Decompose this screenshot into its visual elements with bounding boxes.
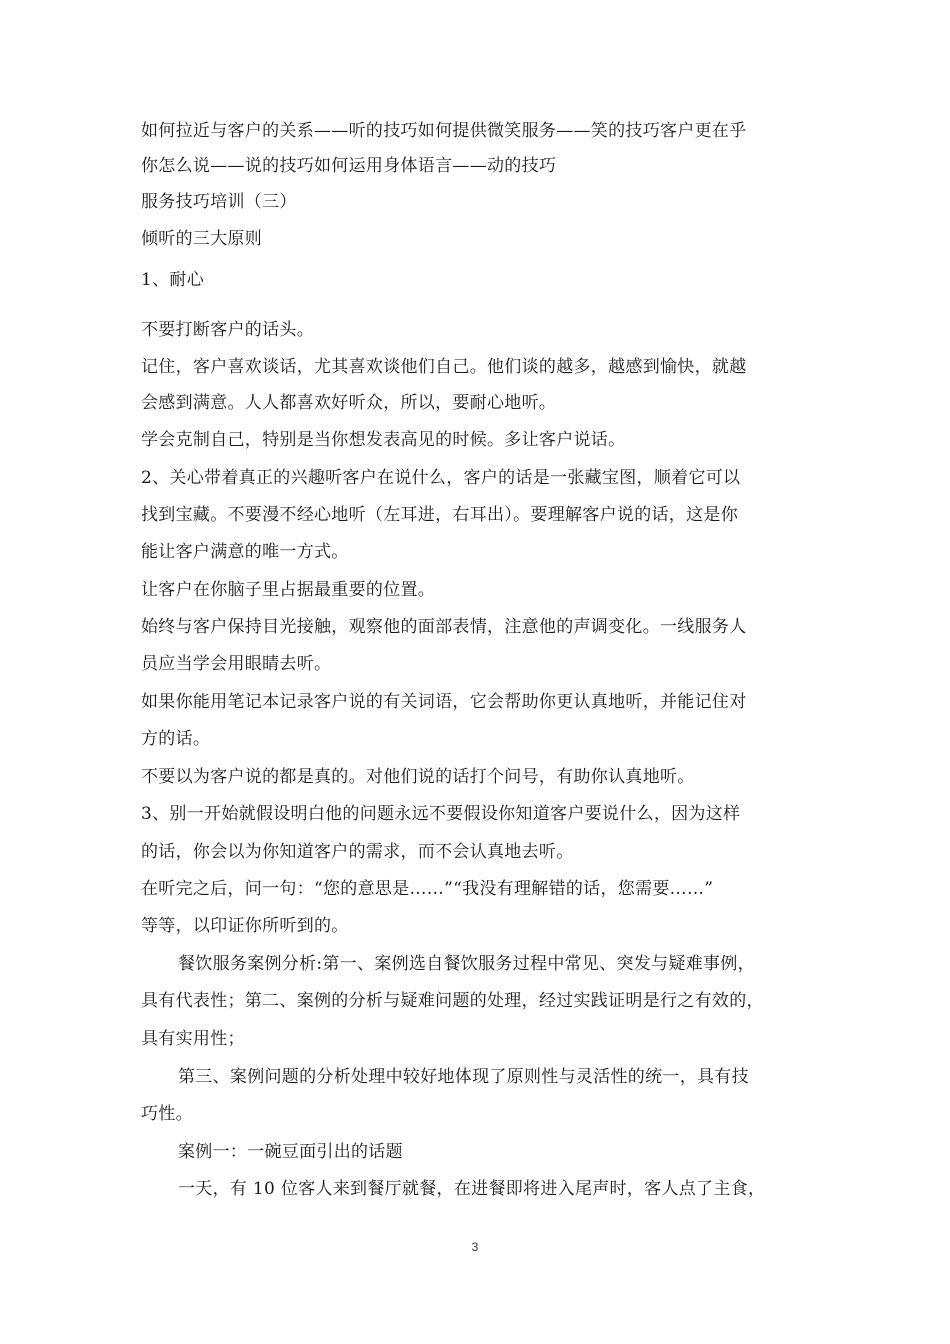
text-line: 方的话。: [141, 729, 211, 749]
paragraph-line: 一天，有 10 位客人来到餐厅就餐，在进餐即将进入尾声时，客人点了主食，: [178, 1179, 766, 1199]
text-line: 1、耐心: [141, 270, 205, 290]
text-line: 如果你能用笔记本记录客户说的有关词语，它会帮助你更认真地听，并能记住对: [141, 692, 747, 712]
paragraph-line: 具有实用性；: [141, 1029, 245, 1049]
paragraph-line: 巧性。: [141, 1104, 193, 1124]
text-line: 学会克制自己，特别是当你想发表高见的时候。多让客户说话。: [141, 430, 626, 450]
text-line: 3、别一开始就假设明白他的问题永远不要假设你知道客户要说什么，因为这样: [141, 804, 741, 824]
text-line: 如何拉近与客户的关系——听的技巧如何提供微笑服务——笑的技巧客户更在乎: [141, 121, 747, 141]
text-line: 2、关心带着真正的兴趣听客户在说什么，客户的话是一张藏宝图，顺着它可以: [141, 468, 741, 488]
text-line: 记住，客户喜欢谈话，尤其喜欢谈他们自己。他们谈的越多，越感到愉快，就越: [141, 357, 747, 377]
section-heading: 倾听的三大原则: [141, 229, 263, 249]
text-line: 找到宝藏。不要漫不经心地听（左耳进，右耳出）。要理解客户说的话，这是你: [141, 505, 738, 525]
text-line: 能让客户满意的唯一方式。: [141, 542, 349, 562]
text-line: 会感到满意。人人都喜欢好听众，所以，要耐心地听。: [141, 393, 557, 413]
text-line: 不要打断客户的话头。: [141, 320, 314, 340]
text-line: 在听完之后，问一句：“您的意思是……”“我没有理解错的话，您需要……”: [141, 879, 714, 899]
section-heading: 服务技巧培训（三）: [141, 192, 297, 212]
paragraph-line: 第三、案例问题的分析处理中较好地体现了原则性与灵活性的统一，具有技: [178, 1067, 749, 1087]
case-heading: 案例一：一碗豆面引出的话题: [178, 1142, 403, 1162]
page-number: 3: [471, 1240, 479, 1254]
paragraph-line: 餐饮服务案例分析:第一、案例选自餐饮服务过程中常见、突发与疑难事例，: [178, 954, 755, 974]
paragraph-line: 具有代表性；第二、案例的分析与疑难问题的处理，经过实践证明是行之有效的，: [141, 991, 764, 1011]
text-line: 的话，你会以为你知道客户的需求，而不会认真地去听。: [141, 842, 574, 862]
text-line: 你怎么说——说的技巧如何运用身体语言——动的技巧: [141, 156, 557, 176]
text-line: 等等，以印证你所听到的。: [141, 916, 349, 936]
text-line: 不要以为客户说的都是真的。对他们说的话打个问号，有助你认真地听。: [141, 767, 695, 787]
text-line: 始终与客户保持目光接触，观察他的面部表情，注意他的声调变化。一线服务人: [141, 617, 747, 637]
text-line: 员应当学会用眼睛去听。: [141, 654, 332, 674]
text-line: 让客户在你脑子里占据最重要的位置。: [141, 580, 436, 600]
